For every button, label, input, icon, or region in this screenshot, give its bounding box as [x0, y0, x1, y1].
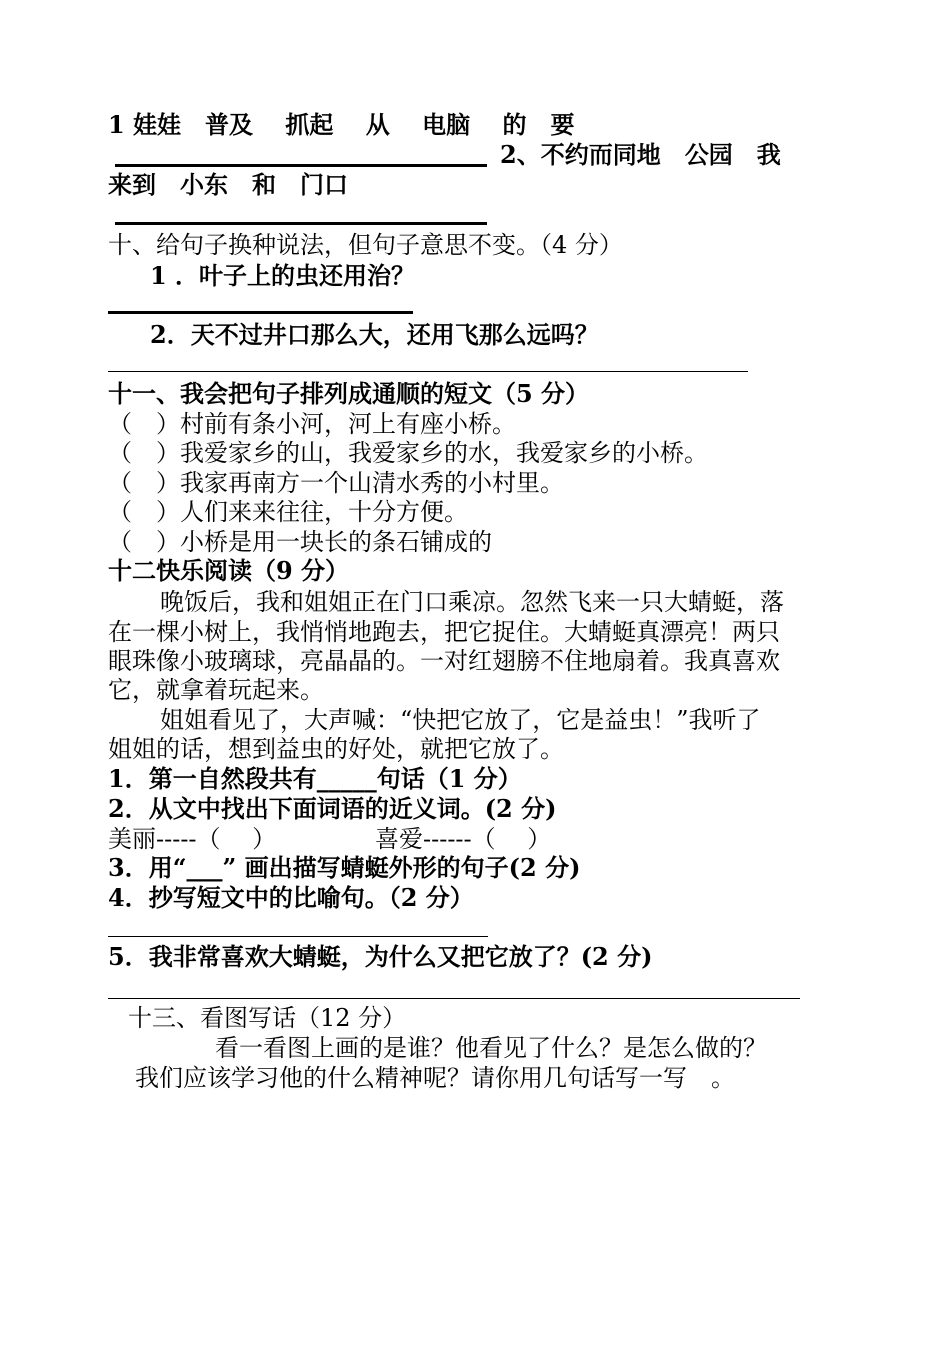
reading-q3: 3．用“___” 画出描写蜻蜓外形的句子(2 分): [108, 853, 581, 882]
section-10-title: 十、给句子换种说法，但句子意思不变。（4 分）: [108, 231, 623, 259]
sentence-item: （ ）我爱家乡的山，我爱家乡的水，我爱家乡的小桥。: [108, 439, 708, 467]
answer-line: [115, 164, 487, 167]
answer-line: [108, 371, 748, 372]
passage-line: 姐姐的话，想到益虫的好处，就把它放了。: [108, 735, 564, 763]
passage-line: 眼珠像小玻璃球，亮晶晶的。一对红翅膀不住地扇着。我真喜欢: [108, 647, 780, 675]
synonym-pair-1: 美丽-----（ ）: [108, 825, 277, 853]
passage-line: 晚饭后，我和姐姐正在门口乘凉。忽然飞来一只大蜻蜓，落: [160, 588, 784, 616]
synonym-pair-2: 喜爱------（ ）: [375, 825, 552, 853]
passage-line: 姐姐看见了，大声喊：“快把它放了，它是益虫！”我听了: [160, 706, 761, 734]
passage-line: 在一棵小树上，我悄悄地跑去，把它捉住。大蜻蜓真漂亮！两只: [108, 618, 780, 646]
q9-1-words: 1 娃娃 普及 抓起 从 电脑 的 要: [108, 110, 575, 139]
section-11-title: 十一、我会把句子排列成通顺的短文（5 分）: [108, 379, 590, 408]
answer-line: [108, 311, 413, 314]
q9-2-words-cont: 来到 小东 和 门口: [108, 170, 348, 199]
q9-2-words: 2、不约而同地 公园 我: [500, 140, 781, 169]
reading-q1: 1．第一自然段共有_____句话（1 分）: [108, 764, 522, 793]
answer-line: [115, 222, 487, 225]
q10-2: 2．天不过井口那么大，还用飞那么远吗？: [150, 320, 599, 349]
passage-line: 它，就拿着玩起来。: [108, 676, 324, 704]
sentence-item: （ ）村前有条小河，河上有座小桥。: [108, 410, 516, 438]
reading-q4: 4．抄写短文中的比喻句。（2 分）: [108, 883, 474, 912]
section-12-title: 十二快乐阅读（9 分）: [108, 556, 350, 585]
answer-line: [108, 998, 800, 999]
reading-q2: 2．从文中找出下面词语的近义词。(2 分): [108, 794, 557, 823]
q10-1: 1 ．叶子上的虫还用治？: [150, 261, 416, 290]
answer-line: [108, 936, 488, 937]
sentence-item: （ ）小桥是用一块长的条石铺成的: [108, 528, 492, 556]
sentence-item: （ ）我家再南方一个山清水秀的小村里。: [108, 469, 564, 497]
picture-writing-prompt-cont: 我们应该学习他的什么精神呢？请你用几句话写一写 。: [135, 1064, 735, 1092]
picture-writing-prompt: 看一看图上画的是谁？他看见了什么？是怎么做的？: [215, 1034, 767, 1062]
section-13-title: 十三、看图写话（12 分）: [128, 1004, 407, 1032]
reading-q5: 5．我非常喜欢大蜻蜓，为什么又把它放了？(2 分): [108, 942, 653, 971]
sentence-item: （ ）人们来来往往，十分方便。: [108, 498, 468, 526]
